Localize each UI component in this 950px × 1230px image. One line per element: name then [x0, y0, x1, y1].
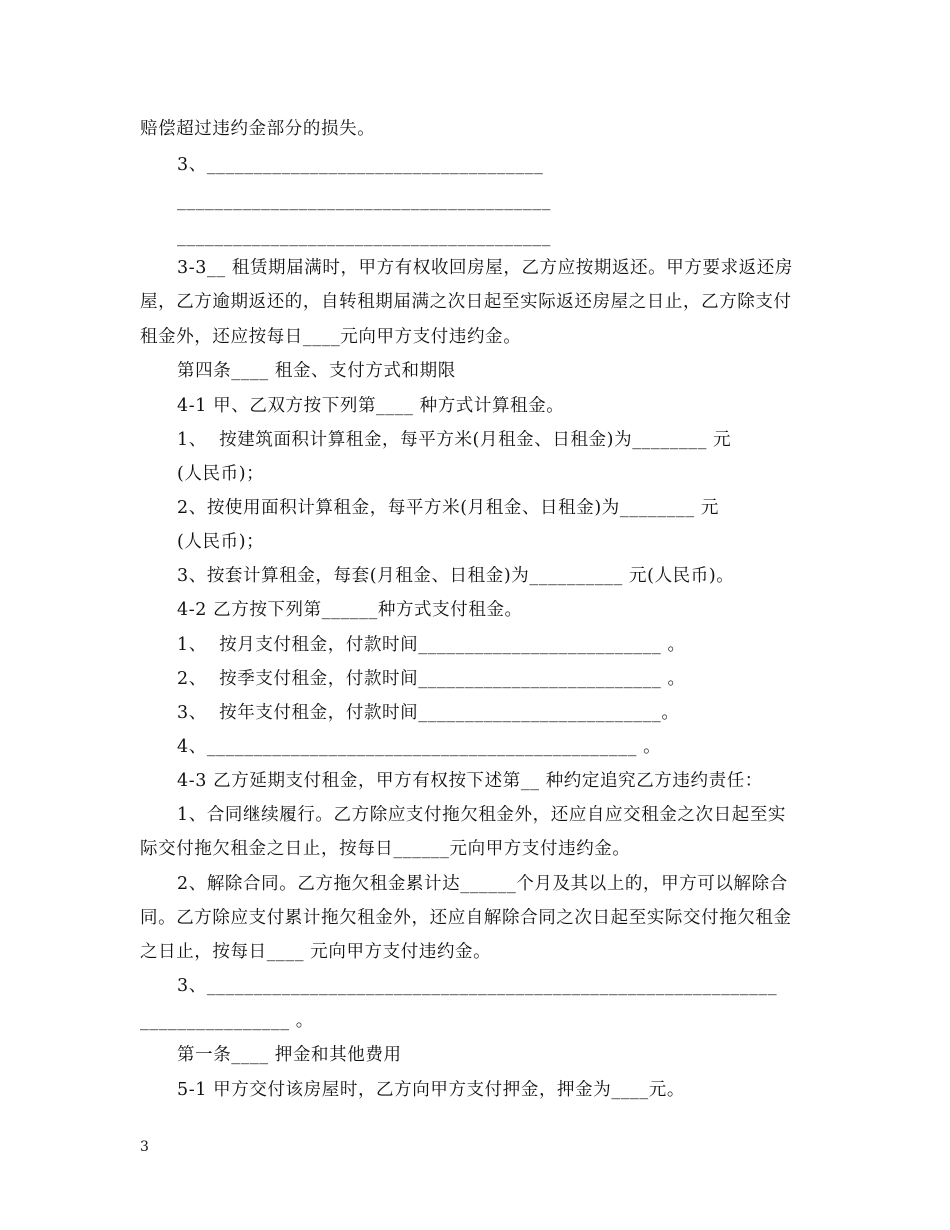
text-line: 2、解除合同。乙方拖欠租金累计达______个月及其以上的，甲方可以解除合 [177, 874, 788, 894]
text-line: 1、 按月支付租金，付款时间__________________________ 。 [177, 635, 686, 655]
text-line: 3、 按年支付租金，付款时间__________________________。 [177, 703, 680, 723]
text-line: 4-1 甲、乙双方按下列第____ 种方式计算租金。 [177, 396, 565, 416]
text-line: 同。乙方除应支付累计拖欠租金外，还应自解除合同之次日起至实际交付拖欠租金 [140, 908, 792, 928]
text-line: 之日止，按每日____ 元向甲方支付违约金。 [140, 942, 492, 962]
text-line: 3、____________________________________ [177, 155, 544, 175]
text-line: 2、 按季支付租金，付款时间__________________________ 。 [177, 669, 686, 689]
section-heading: 第四条____ 租金、支付方式和期限 [177, 361, 456, 381]
page-number: 3 [140, 1139, 149, 1155]
text-line: 赔偿超过违约金部分的损失。 [140, 119, 376, 139]
text-line: 3、_____________________________________________________________ [177, 976, 778, 996]
text-line: 2、按使用面积计算租金，每平方米(月租金、日租金)为________ 元 [177, 498, 719, 518]
text-line: 租金外，还应按每日____元向甲方支付违约金。 [140, 327, 522, 347]
text-line: ________________________________________ [177, 191, 551, 211]
text-line: 3、按套计算租金，每套(月租金、日租金)为__________ 元(人民币)。 [177, 566, 735, 586]
text-line: 4、______________________________________________ 。 [177, 737, 662, 757]
text-line: 3-3__ 租赁期届满时，甲方有权收回房屋，乙方应按期返还。甲方要求返还房 [177, 258, 793, 278]
text-line: 4-3 乙方延期支付租金，甲方有权按下述第__ 种约定追究乙方违约责任： [177, 771, 763, 791]
text-line: 1、合同继续履行。乙方除应支付拖欠租金外，还应自应交租金之次日起至实 [177, 805, 787, 825]
text-line: 屋，乙方逾期返还的，自转租期届满之次日起至实际返还房屋之日止，乙方除支付 [140, 292, 792, 312]
text-line: ________________________________________ [177, 227, 551, 247]
text-line: 4-2 乙方按下列第______种方式支付租金。 [177, 600, 523, 620]
section-heading: 第一条____ 押金和其他费用 [177, 1045, 402, 1065]
text-line: (人民币)； [177, 464, 265, 484]
text-line: 1、 按建筑面积计算租金，每平方米(月租金、日租金)为________ 元 [177, 430, 732, 450]
text-line: (人民币)； [177, 532, 265, 552]
text-line: 5-1 甲方交付该房屋时，乙方向甲方支付押金，押金为____元。 [177, 1080, 685, 1100]
text-line: ________________ 。 [140, 1011, 314, 1031]
text-line: 际交付拖欠租金之日止，按每日______元向甲方支付违约金。 [140, 839, 631, 859]
